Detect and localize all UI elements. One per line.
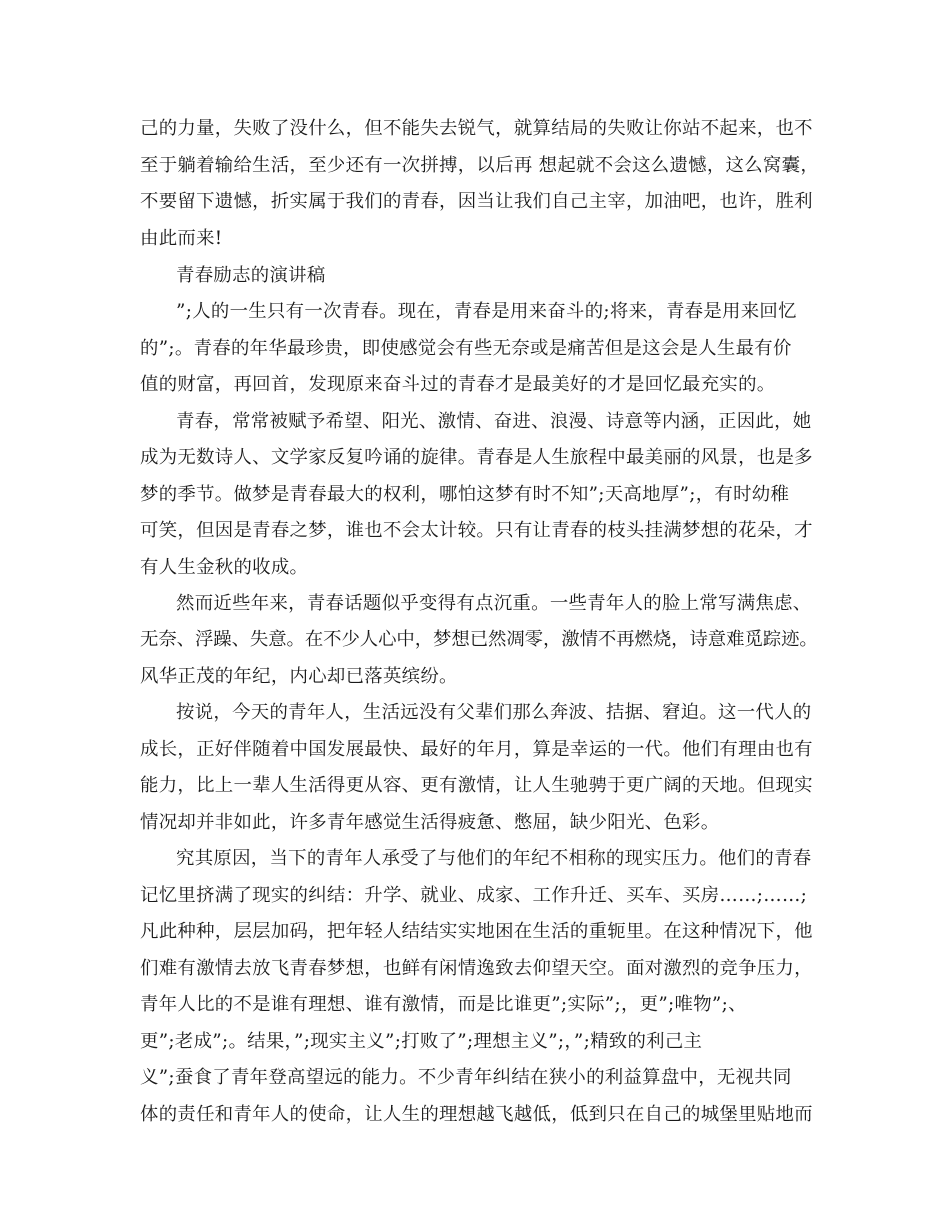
text-line: 有人生金秋的收成。: [140, 557, 309, 578]
text-line: 至于躺着输给生活，至少还有一次拼搏，以后再 想起就不会这么遗憾，这么窝囊，: [140, 155, 820, 176]
text-line: 成为无数诗人、文学家反复吟诵的旋律。青春是人生旅程中最美丽的风景，也是多: [140, 447, 813, 468]
text-line: 青春，常常被赋予希望、阳光、激情、奋进、浪漫、诗意等内涵，正因此，她: [176, 411, 812, 432]
text-line: 情况却并非如此，许多青年感觉生活得疲惫、憋屈，缺少阳光、色彩。: [140, 812, 720, 833]
text-line: 梦的季节。做梦是青春最大的权利，哪怕这梦有时不知”;天高地厚”;，有时幼稚: [140, 484, 790, 505]
text-line: 们难有激情去放飞青春梦想，也鲜有闲情逸致去仰望天空。面对激烈的竞争压力，: [140, 958, 813, 979]
text-line: 成长，正好伴随着中国发展最快、最好的年月，算是幸运的一代。他们有理由也有: [140, 739, 813, 760]
text-line: 己的力量，失败了没什么，但不能失去锐气，就算结局的失败让你站不起来，也不: [140, 118, 813, 139]
text-line: 究其原因，当下的青年人承受了与他们的年纪不相称的现实压力。他们的青春: [176, 848, 812, 869]
text-line: 无奈、浮躁、失意。在不少人心中，梦想已然凋零，激情不再燃烧，诗意难觅踪迹。: [140, 629, 818, 650]
text-line: 更”;老成”;。结果，”;现实主义”;打败了”;理想主义”;，”;精致的利己主: [140, 1031, 703, 1052]
text-line: 不要留下遗憾，折实属于我们的青春，因当让我们自己主宰，加油吧，也许，胜利: [140, 191, 813, 212]
text-line: 的”;。青春的年华最珍贵，即使感觉会有些无奈或是痛苦但是这会是人生最有价: [140, 338, 792, 359]
text-line: ”;人的一生只有一次青春。现在，青春是用来奋斗的;将来，青春是用来回忆: [176, 301, 797, 322]
text-line: 能力，比上一辈人生活得更从容、更有激情，让人生驰骋于更广阔的天地。但现实: [140, 775, 813, 796]
text-line: 按说，今天的青年人，生活远没有父辈们那么奔波、拮据、窘迫。这一代人的: [176, 702, 812, 723]
text-line: 义”;蚕食了青年登高望远的能力。不少青年纠结在狭小的利益算盘中，无视共同: [140, 1067, 792, 1088]
text-line: 青年人比的不是谁有理想、谁有激情，而是比谁更”;实际”;，更”;唯物”;、: [140, 994, 747, 1015]
text-line: 值的财富，再回首，发现原来奋斗过的青春才是最美好的才是回忆最充实的。: [140, 374, 776, 395]
text-line: 可笑，但因是青春之梦，谁也不会太计较。只有让青春的枝头挂满梦想的花朵，才: [140, 520, 813, 541]
text-line: 然而近些年来，青春话题似乎变得有点沉重。一些青年人的脸上常写满焦虑、: [176, 593, 812, 614]
text-line: 体的责任和青年人的使命，让人生的理想越飞越低，低到只在自己的城堡里贴地而: [140, 1104, 813, 1125]
text-line: 风华正茂的年纪，内心却已落英缤纷。: [140, 666, 458, 687]
text-line: 记忆里挤满了现实的纠结：升学、就业、成家、工作升迁、买车、买房……;……;: [140, 885, 808, 906]
text-line: 凡此种种，层层加码，把年轻人结结实实地困在生活的重轭里。在这种情况下，他: [140, 921, 813, 942]
section-heading: 青春励志的演讲稿: [176, 265, 326, 286]
text-line: 由此而来!: [140, 228, 223, 249]
